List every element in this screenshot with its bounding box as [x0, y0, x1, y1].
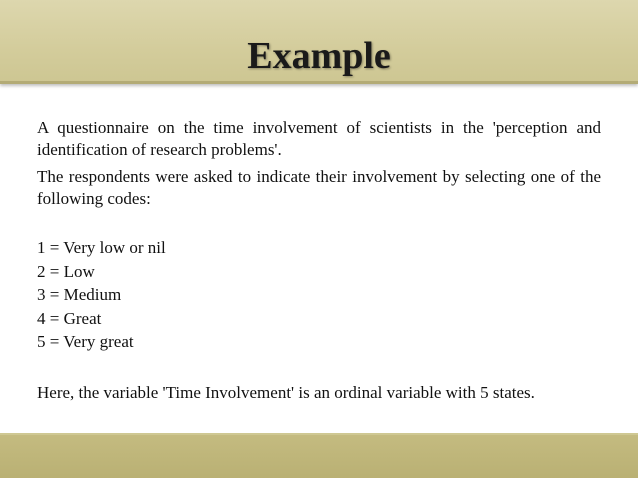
code-item: 1 = Very low or nil: [37, 238, 166, 257]
code-item: 3 = Medium: [37, 285, 122, 304]
code-item: 2 = Low: [37, 261, 95, 281]
conclusion-paragraph: Here, the variable 'Time Involvement' is an ordinal variable with 5 states.: [37, 382, 535, 402]
footer-band: [0, 433, 638, 478]
instruction-paragraph: The respondents were asked to indicate their involvement by selecting one of the following codes:: [37, 167, 601, 208]
slide-title: Example: [247, 35, 391, 77]
code-item: 4 = Great: [37, 308, 102, 328]
intro-paragraph: A questionnaire on the time involvement of scientists in the 'perception and identification of research problems'.: [37, 118, 601, 159]
code-list: [37, 236, 601, 354]
slide-body: [37, 117, 601, 404]
code-item: 5 = Very great: [37, 332, 134, 351]
